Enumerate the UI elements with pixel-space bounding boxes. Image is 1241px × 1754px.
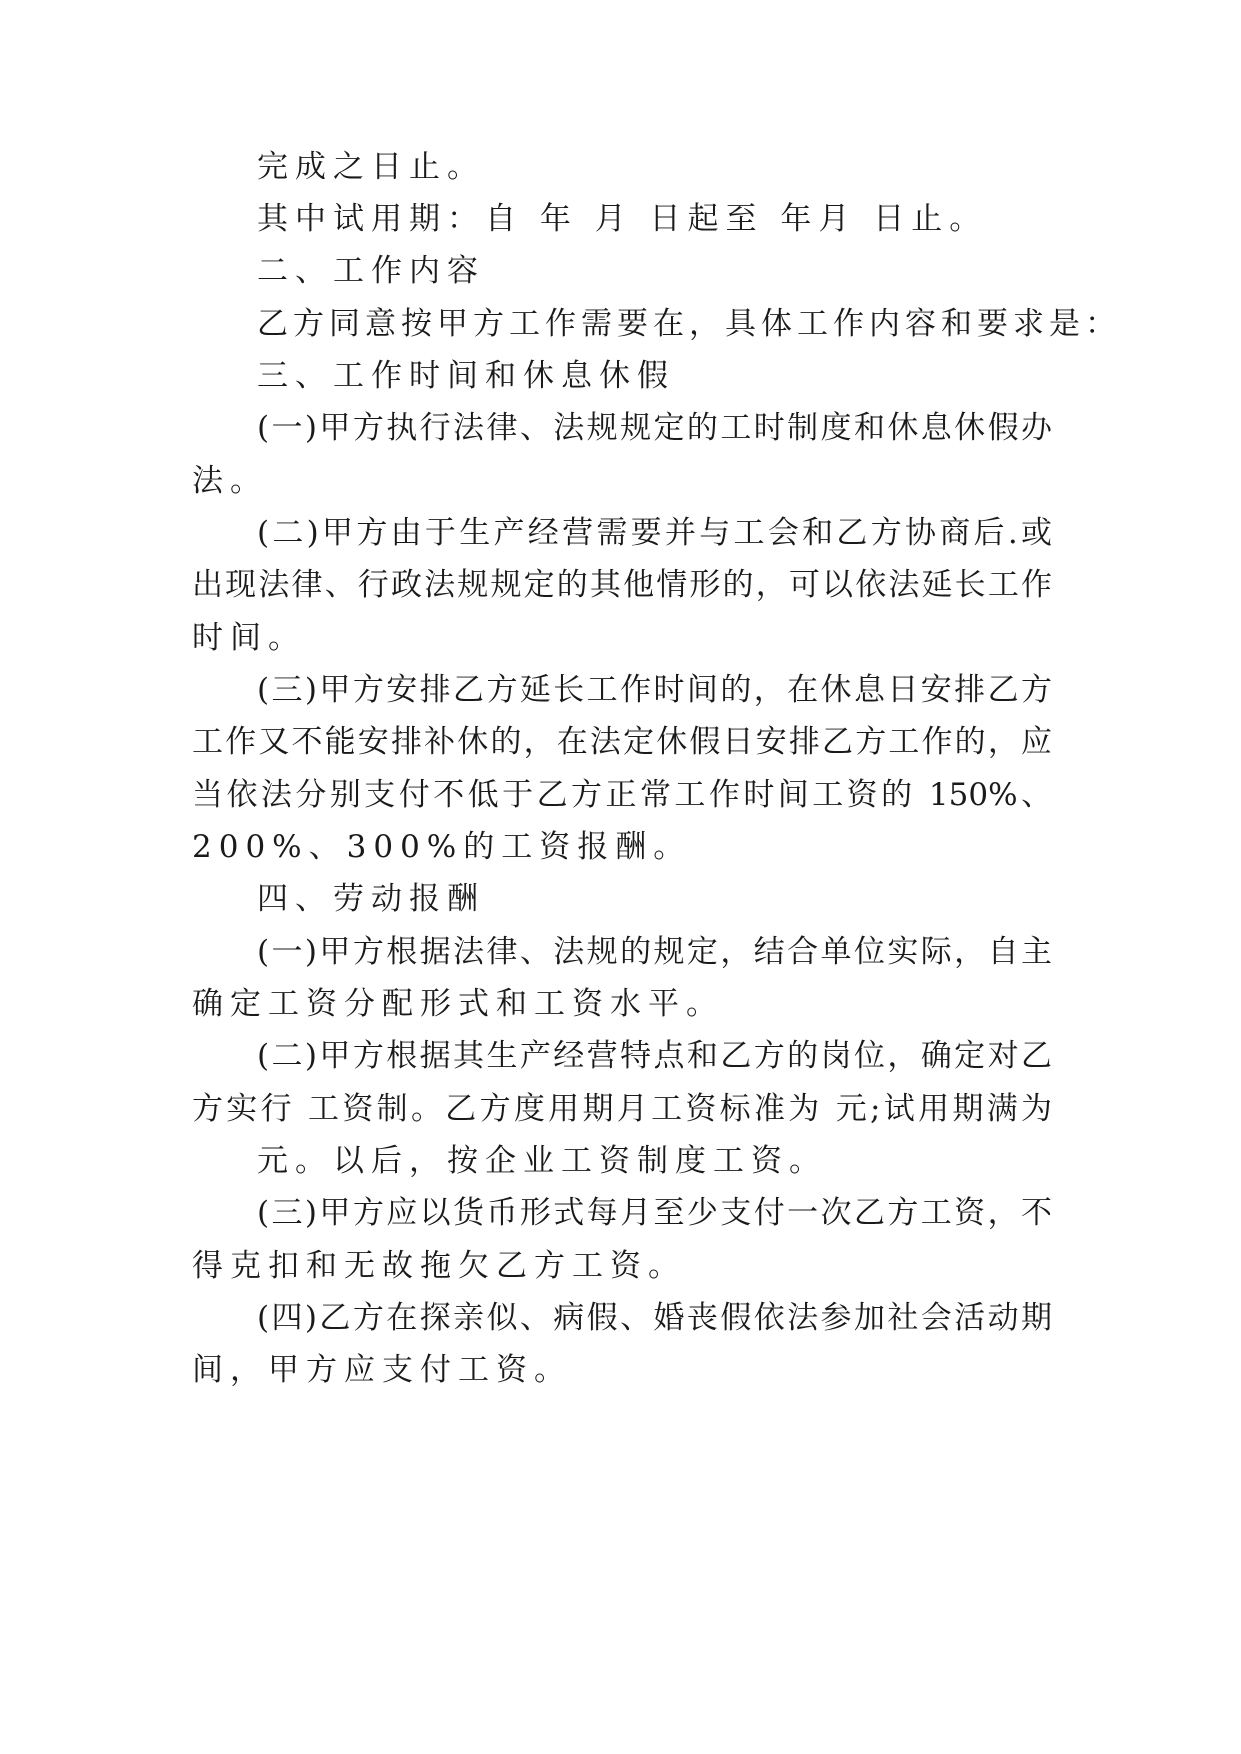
text-line: 完成之日止。 — [257, 149, 485, 185]
text-line: (二)甲方根据其生产经营特点和乙方的岗位，确定对乙 — [257, 1038, 1052, 1074]
text-line: (二)甲方由于生产经营需要并与工会和乙方协商后.或 — [257, 515, 1052, 551]
text-line: 200%、300%的工资报酬。 — [192, 829, 692, 865]
section-heading: 四、劳动报酬 — [257, 881, 485, 917]
text-line: 乙方同意按甲方工作需要在，具体工作内容和要求是： — [257, 306, 1121, 342]
text-line: 出现法律、行政法规规定的其他情形的，可以依法延长工作 — [192, 567, 1052, 603]
text-line: 工作又不能安排补休的，在法定休假日安排乙方工作的，应 — [192, 724, 1052, 760]
section-heading: 二、工作内容 — [257, 253, 485, 289]
text-line: 其中试用期：自 年 月 日起至 年月 日止。 — [257, 201, 988, 237]
text-line: 当依法分别支付不低于乙方正常工作时间工资的 150%、 — [192, 777, 1052, 813]
text-line: (三)甲方应以货币形式每月至少支付一次乙方工资，不 — [257, 1195, 1052, 1231]
text-line: (四)乙方在探亲似、病假、婚丧假依法参加社会活动期 — [257, 1300, 1052, 1336]
text-line: 得克扣和无故拖欠乙方工资。 — [192, 1248, 686, 1284]
text-line: (一)甲方根据法律、法规的规定，结合单位实际，自主 — [257, 934, 1052, 970]
text-line: (三)甲方安排乙方延长工作时间的，在休息日安排乙方 — [257, 672, 1052, 708]
text-line: 间，甲方应支付工资。 — [192, 1352, 572, 1388]
text-line: 确定工资分配形式和工资水平。 — [192, 986, 724, 1022]
text-line: (一)甲方执行法律、法规规定的工时制度和休息休假办 — [257, 410, 1052, 446]
text-line: 法。 — [192, 463, 268, 499]
text-line: 时间。 — [192, 620, 306, 656]
section-heading: 三、工作时间和休息休假 — [257, 358, 675, 394]
text-line: 方实行 工资制。乙方度用期月工资标准为 元;试用期满为 — [192, 1091, 1052, 1127]
text-line: 元。以后，按企业工资制度工资。 — [257, 1143, 827, 1179]
